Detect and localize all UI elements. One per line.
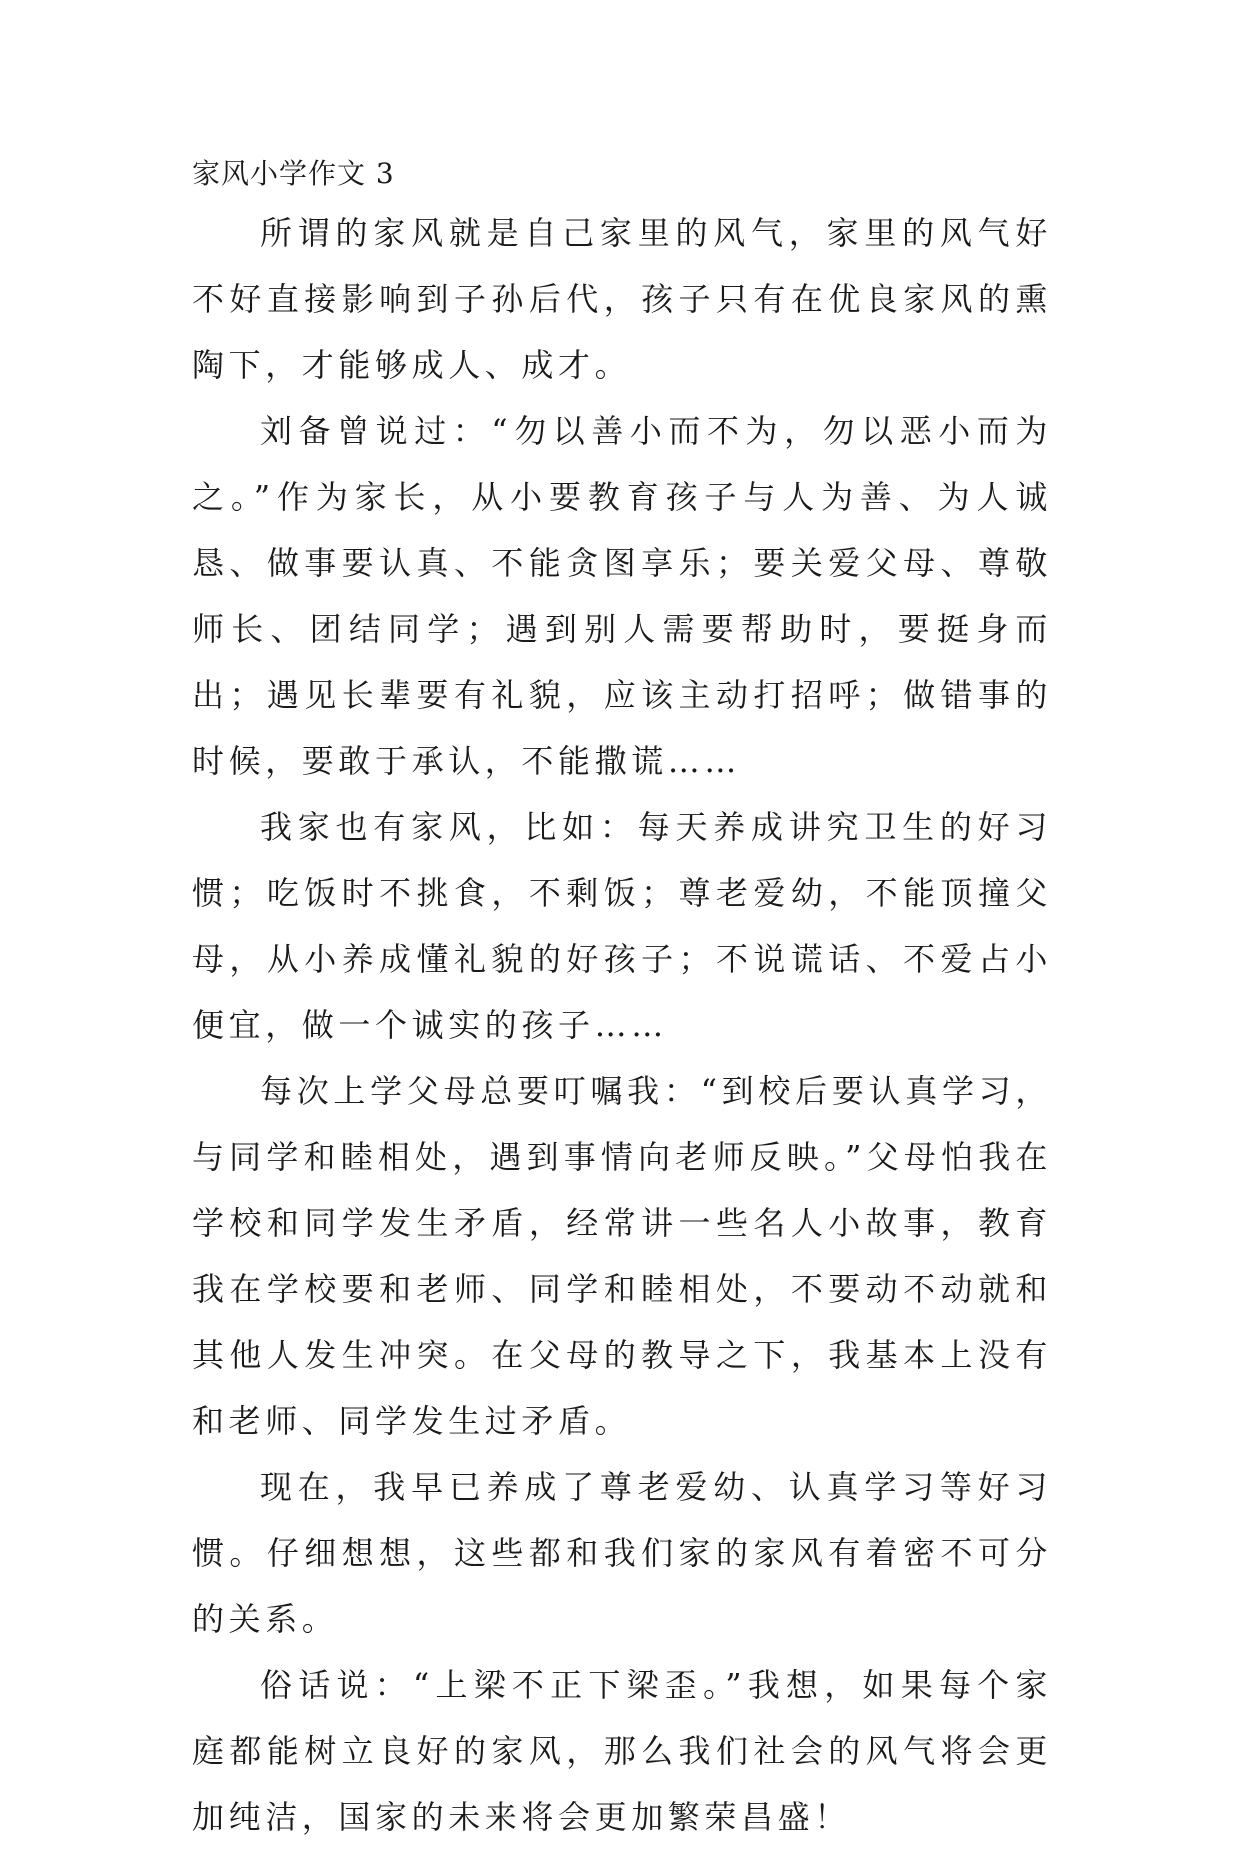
paragraph-2: 刘备曾说过：“勿以善小而不为，勿以恶小而为之。”作为家长，从小要教育孩子与人为善、为人诚恳、做事要认真、不能贪图享乐；要关爱父母、尊敬师长、团结同学；遇到别人需要帮助时，要挺身而出；遇见长辈要有礼貌，应该主动打招呼；做错事的时候，要敢于承认，不能撒谎…… — [192, 412, 1052, 780]
paragraph-6: 俗话说：“上梁不正下梁歪。”我想，如果每个家庭都能树立良好的家风，那么我们社会的风气将会更加纯洁，国家的未来将会更加繁荣昌盛！ — [192, 1666, 1052, 1836]
paragraph-5: 现在，我早已养成了尊老爱幼、认真学习等好习惯。仔细想想，这些都和我们家的家风有着密不可分的关系。 — [192, 1468, 1052, 1638]
paragraph-4: 每次上学父母总要叮嘱我：“到校后要认真学习，与同学和睦相处，遇到事情向老师反映。”父母怕我在学校和同学发生矛盾，经常讲一些名人小故事，教育我在学校要和老师、同学和睦相处，不要动不动就和其他人发生冲突。在父母的教导之下，我基本上没有和老师、同学发生过矛盾。 — [192, 1072, 1052, 1440]
paragraph-3: 我家也有家风，比如：每天养成讲究卫生的好习惯；吃饭时不挑食，不剩饭；尊老爱幼，不能顶撞父母，从小养成懂礼貌的好孩子；不说谎话、不爱占小便宜，做一个诚实的孩子…… — [192, 808, 1052, 1044]
document-title: 家风小学作文 3 — [192, 157, 395, 190]
paragraph-1: 所谓的家风就是自己家里的风气，家里的风气好不好直接影响到子孙后代，孩子只有在优良家风的熏陶下，才能够成人、成才。 — [192, 214, 1052, 384]
document-body — [192, 158, 1052, 1850]
